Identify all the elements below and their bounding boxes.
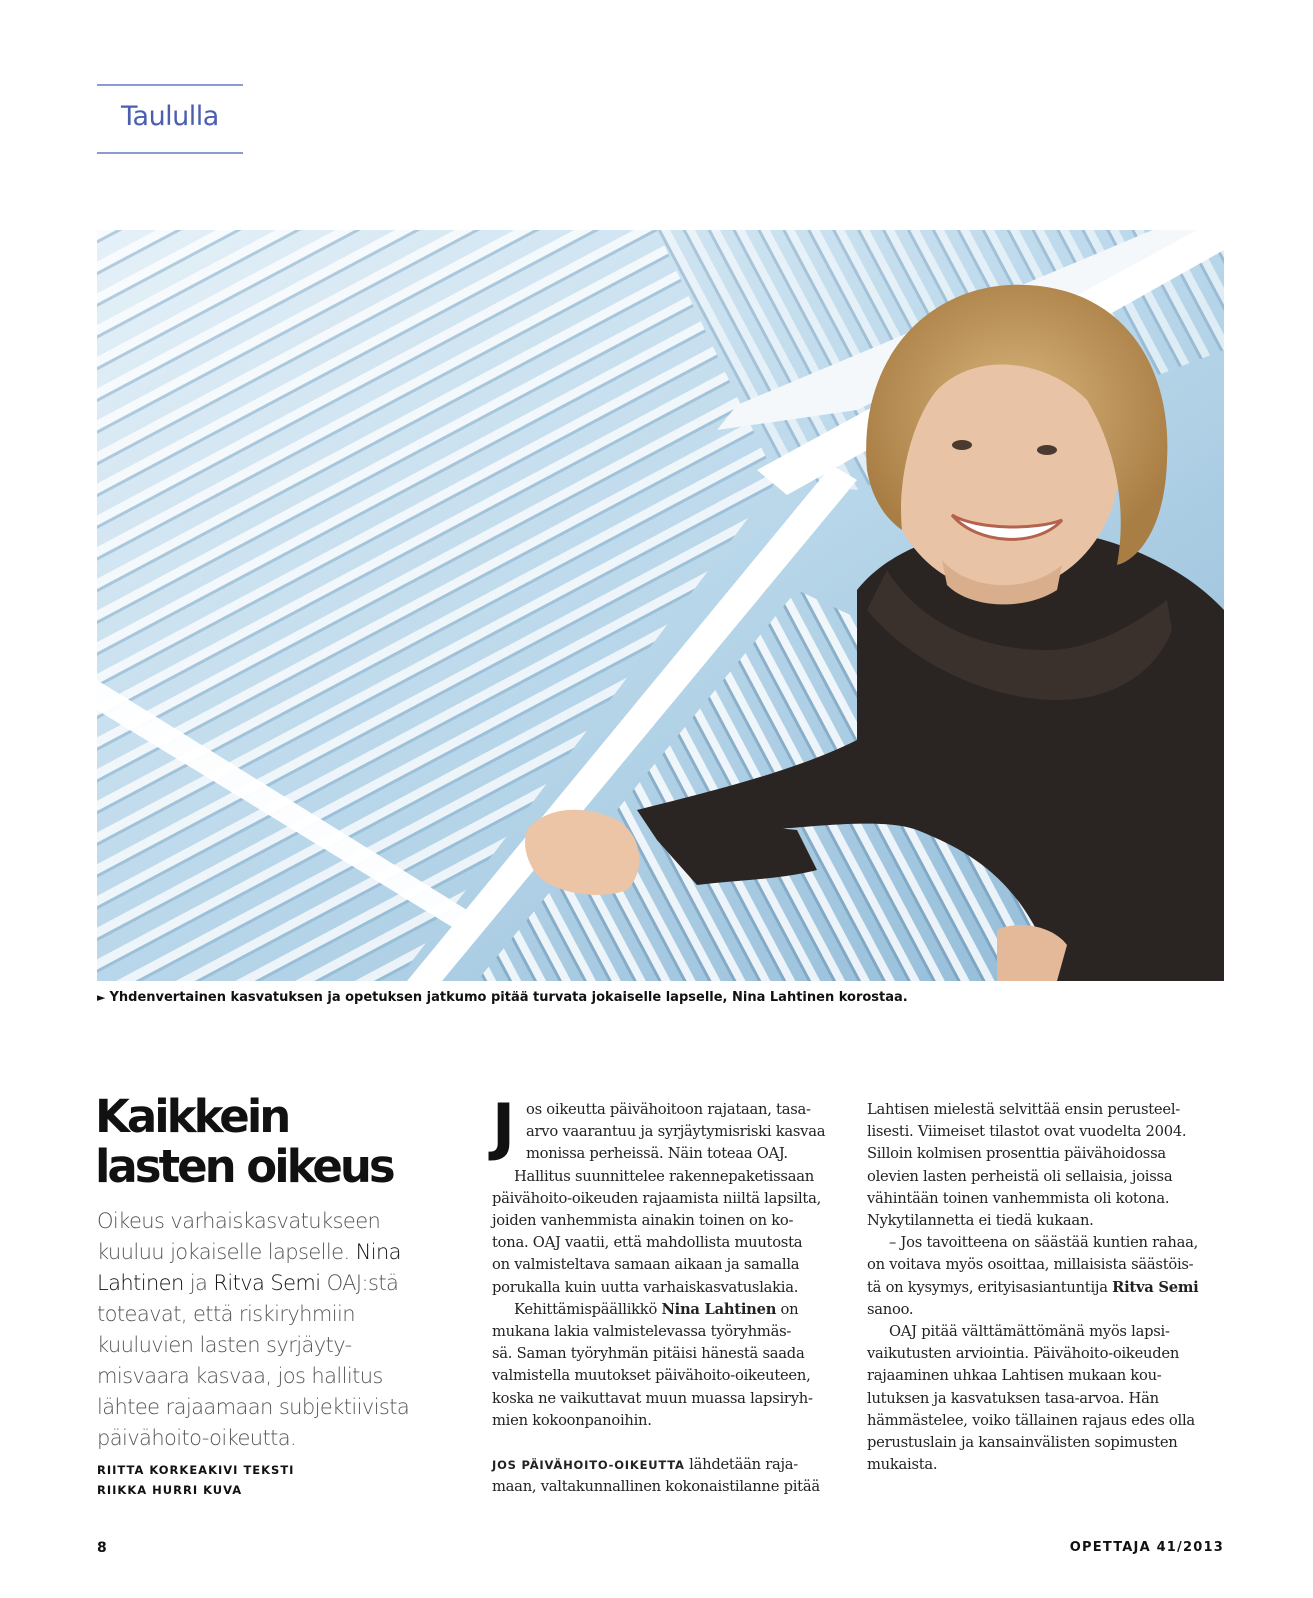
section-tag <box>97 84 243 154</box>
body-line: sä. Saman työryhmän pitäisi hänestä saada <box>492 1345 805 1363</box>
lede-line <box>97 1237 427 1268</box>
text-credit: RIITTA KORKEAKIVI TEKSTI <box>97 1463 295 1477</box>
body-line: on valmisteltava samaan aikaan ja samalla <box>492 1256 800 1274</box>
body-line: porukalla kuin uutta varhaiskasvatuslakia. <box>492 1278 799 1296</box>
body-line: hämmästelee, voiko tällainen rajaus edes olla <box>867 1411 1195 1429</box>
body-line: arvo vaarantuu ja syrjäytymisriski kasvaa <box>526 1123 826 1141</box>
body-text: on <box>776 1300 799 1318</box>
article-lede <box>97 1206 427 1454</box>
body-line: mien kokoonpanoihin. <box>492 1411 652 1429</box>
caption-text: Yhdenvertainen kasvatuksen ja opetuksen jatkumo pitää turvata jokaiselle lapselle, Nina Lahtinen korostaa. <box>109 990 908 1005</box>
body-line: koska ne vaikuttavat muun muassa lapsiryh- <box>492 1389 813 1407</box>
photo-illustration <box>97 230 1224 981</box>
body-line: joiden vanhemmista ainakin toinen on ko- <box>492 1212 794 1230</box>
body-line: mukana lakia valmistelevassa työryhmäs- <box>492 1323 792 1341</box>
drop-cap: J <box>492 1090 516 1163</box>
body-column-2 <box>867 1099 1227 1476</box>
body-line: vähintään toinen vanhemmista oli kotona. <box>867 1189 1170 1207</box>
person-name: Ritva Semi <box>1112 1278 1199 1296</box>
body-line: on voitava myös osoittaa, millaisista säästöis- <box>867 1256 1194 1274</box>
body-line: – Jos tavoitteena on säästää kuntien rahaa, <box>889 1234 1199 1252</box>
body-line: vaikutusten arviointia. Päivähoito-oikeuden <box>867 1345 1180 1363</box>
body-text: Kehittämispäällikkö <box>514 1300 662 1318</box>
lede-line: lähtee rajaamaan subjektiivista <box>97 1395 410 1419</box>
lede-text: ja <box>183 1271 214 1295</box>
page-number: 8 <box>97 1540 107 1556</box>
body-line: rajaaminen uhkaa Lahtisen mukaan kou- <box>867 1367 1162 1385</box>
body-line: os oikeutta päivähoitoon rajataan, tasa- <box>526 1101 811 1118</box>
lede-line <box>97 1268 427 1299</box>
magazine-issue: OPETTAJA 41/2013 <box>1069 1540 1224 1555</box>
body-line: perustuslain ja kansainvälisten sopimusten <box>867 1434 1178 1452</box>
lede-line: misvaara kasvaa, jos hallitus <box>97 1364 383 1388</box>
headline-line: Kaikkein <box>95 1090 289 1143</box>
body-text: tä on kysymys, erityisasiantuntija <box>867 1278 1113 1296</box>
caption-arrow-icon: ► <box>97 991 106 1004</box>
body-line: olevien lasten perheistä oli sellaisia, joissa <box>867 1167 1173 1185</box>
headline-line: lasten oikeus <box>95 1140 393 1193</box>
body-line: mukaista. <box>867 1456 938 1474</box>
body-line: lutuksen ja kasvatuksen tasa-arvoa. Hän <box>867 1389 1159 1407</box>
body-spacer <box>492 1432 852 1454</box>
lede-person-name: Nina <box>355 1240 401 1264</box>
body-line: valmistella muutokset päivähoito-oikeuteen, <box>492 1367 811 1385</box>
lede-line: kuuluvien lasten syrjäyty- <box>97 1333 352 1357</box>
body-line <box>492 1299 852 1321</box>
body-line: Hallitus suunnittelee rakennepaketissaan <box>514 1167 814 1185</box>
section-label: Taululla <box>121 101 219 132</box>
body-line: Nykytilannetta ei tiedä kukaan. <box>867 1212 1094 1230</box>
body-line: OAJ pitää välttämättömänä myös lapsi- <box>889 1323 1170 1341</box>
lede-line: Oikeus varhaiskasvatukseen <box>97 1209 381 1233</box>
body-text: lähdetään raja- <box>684 1456 799 1474</box>
body-line: päivähoito-oikeuden rajaamista niiltä lapsilta, <box>492 1189 822 1207</box>
lede-person-name: Lahtinen <box>97 1271 184 1295</box>
body-line <box>492 1454 852 1476</box>
body-line <box>867 1277 1227 1299</box>
body-line: monissa perheissä. Näin toteaa OAJ. <box>526 1145 788 1163</box>
body-column-1 <box>492 1099 852 1499</box>
article-photo <box>97 230 1224 981</box>
body-line: Silloin kolmisen prosenttia päivähoidossa <box>867 1145 1166 1163</box>
lede-text: kuuluu jokaiselle lapselle. <box>97 1240 356 1264</box>
body-line: lisesti. Viimeiset tilastot ovat vuodelta 2004. <box>867 1123 1187 1141</box>
body-line: sanoo. <box>867 1300 914 1318</box>
lede-line: päivähoito-oikeutta. <box>97 1426 297 1450</box>
body-line: maan, valtakunnallinen kokonaistilanne pitää <box>492 1478 820 1496</box>
photo-credit: RIIKKA HURRI KUVA <box>97 1483 243 1497</box>
lede-person-name: Ritva Semi <box>213 1271 321 1295</box>
body-line: Lahtisen mielestä selvittää ensin perusteel- <box>867 1101 1180 1118</box>
body-line: tona. OAJ vaatii, että mahdollista muutosta <box>492 1234 803 1252</box>
subhead-kicker: JOS PÄIVÄHOITO-OIKEUTTA <box>492 1458 685 1473</box>
lede-text: OAJ:stä <box>320 1271 399 1295</box>
article-credits <box>97 1460 294 1500</box>
photo-caption <box>97 990 908 1005</box>
lede-line: toteavat, että riskiryhmiin <box>97 1302 355 1326</box>
person-name: Nina Lahtinen <box>661 1300 777 1318</box>
article-headline <box>95 1092 425 1192</box>
